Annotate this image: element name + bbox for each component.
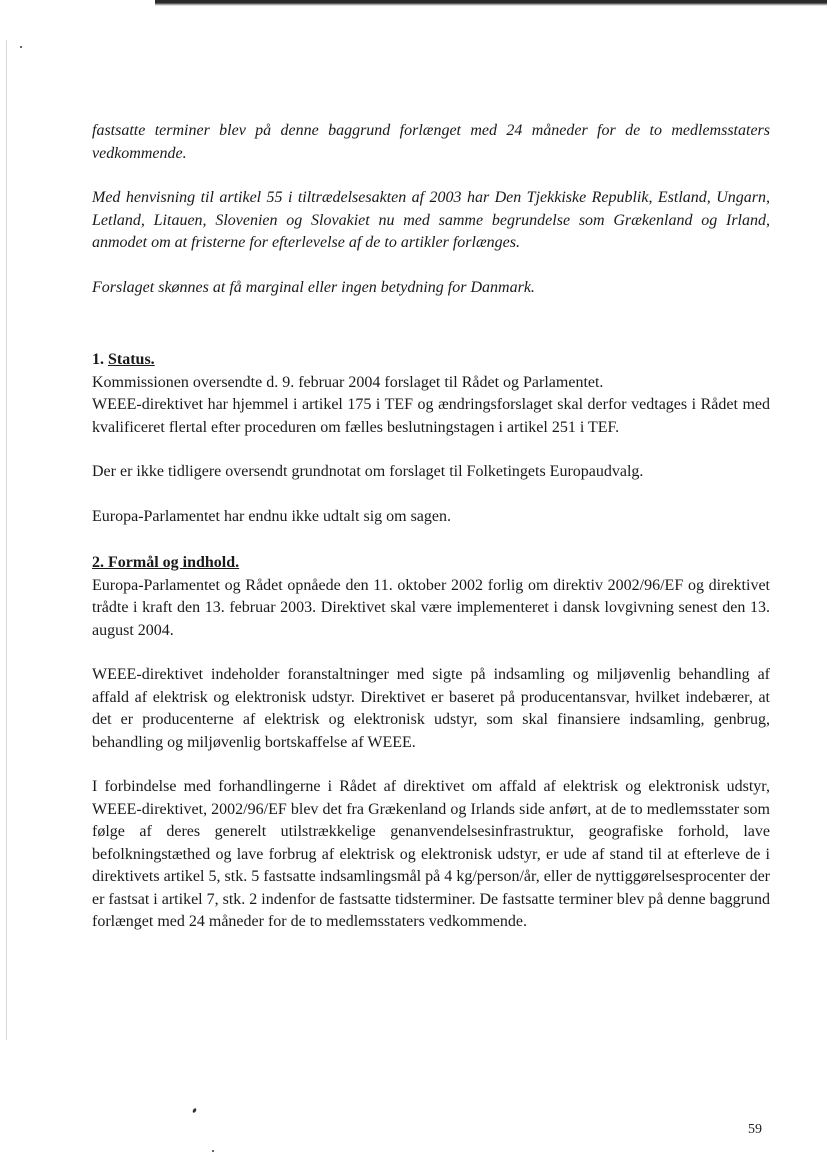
section-1-paragraph-4: Europa-Parlamentet har endnu ikke udtalt sig om sagen.: [92, 507, 452, 525]
section-2-heading: [92, 552, 770, 575]
scan-speck: [212, 1150, 214, 1152]
section-1-paragraph-1: Kommissionen oversendte d. 9. februar 2004 forslaget til Rådet og Parlamentet.: [92, 373, 604, 391]
section-1-title: Status.: [108, 351, 155, 368]
document-page: [92, 120, 770, 934]
section-1-number: 1.: [92, 351, 104, 368]
section-2-title: 2. Formål og indhold.: [92, 554, 240, 571]
section-2-paragraph-2: WEEE-direktivet indeholder foranstaltninger med sigte på indsamling og miljøvenlig behandling af affald af elektrisk og elektronisk udstyr. Direktivet er baseret på producentansvar, hvilket indebærer, at det er producenterne af elektrisk og elektronisk udstyr, som skal finansiere indsamling, genbrug, behandling og miljøvenlig bortskaffelse af WEEE.: [92, 666, 770, 751]
intro-paragraph-2: Med henvisning til artikel 55 i tiltrædelsesakten af 2003 har Den Tjekkiske Republik, Estland, Ungarn, Letland, Litauen, Slovenien og Slovakiet nu med samme begrundelse som Grækenland og Irland, anmodet om at fristerne for efterlevelse af de to artikler forlænges.: [92, 189, 770, 251]
section-1-paragraph-3: Der er ikke tidligere oversendt grundnotat om forslaget til Folketingets Europaudvalg.: [92, 463, 644, 480]
intro-paragraph-1: fastsatte terminer blev på denne baggrund forlænget med 24 måneder for de to medlemsstaters vedkommende.: [92, 122, 770, 162]
section-2-paragraph-3: I forbindelse med forhandlingerne i Rådet af direktivet om affald af elektrisk og elektronisk udstyr, WEEE-direktivet, 2002/96/EF blev det fra Grækenland og Irlands side anført, at de to medlemsstater som følge af deres generelt utilstrækkelige genanvendelsesinfrastruktur, geografiske forhold, lave befolkningstæthed og lave forbrug af elektrisk og elektronisk udstyr, er ude af stand til at efterleve de i direktivets artikel 5, stk. 5 fastsatte indsamlingsmål på 4 kg/person/år, eller de nyttiggørelsesprocenter der er fastsat i artikel 7, stk. 2 indenfor de fastsatte tidsterminer. De fastsatte terminer blev på denne baggrund forlænget med 24 måneder for de to medlemsstaters vedkommende.: [92, 778, 770, 930]
section-2-paragraph-1: Europa-Parlamentet og Rådet opnåede den 11. oktober 2002 forlig om direktiv 2002/96/EF og direktivet trådte i kraft den 13. februar 2003. Direktivet skal være implementeret i dansk lovgivning senest den 13. august 2004.: [92, 576, 770, 639]
scan-margin-line: [6, 40, 7, 1040]
page-number: 59: [748, 1122, 762, 1137]
intro-paragraph-3: Forslaget skønnes at få marginal eller ingen betydning for Danmark.: [92, 278, 535, 296]
top-border-line: [155, 0, 827, 6]
section-1-heading: [92, 349, 770, 372]
section-1-paragraph-2: WEEE-direktivet har hjemmel i artikel 175 i TEF og ændringsforslaget skal derfor vedtages i Rådet med kvalificeret flertal efter proceduren om fælles beslutningstagen i artikel 251 i TEF.: [92, 396, 770, 436]
scan-speck: [20, 46, 22, 48]
scan-speck: [192, 1108, 197, 1114]
